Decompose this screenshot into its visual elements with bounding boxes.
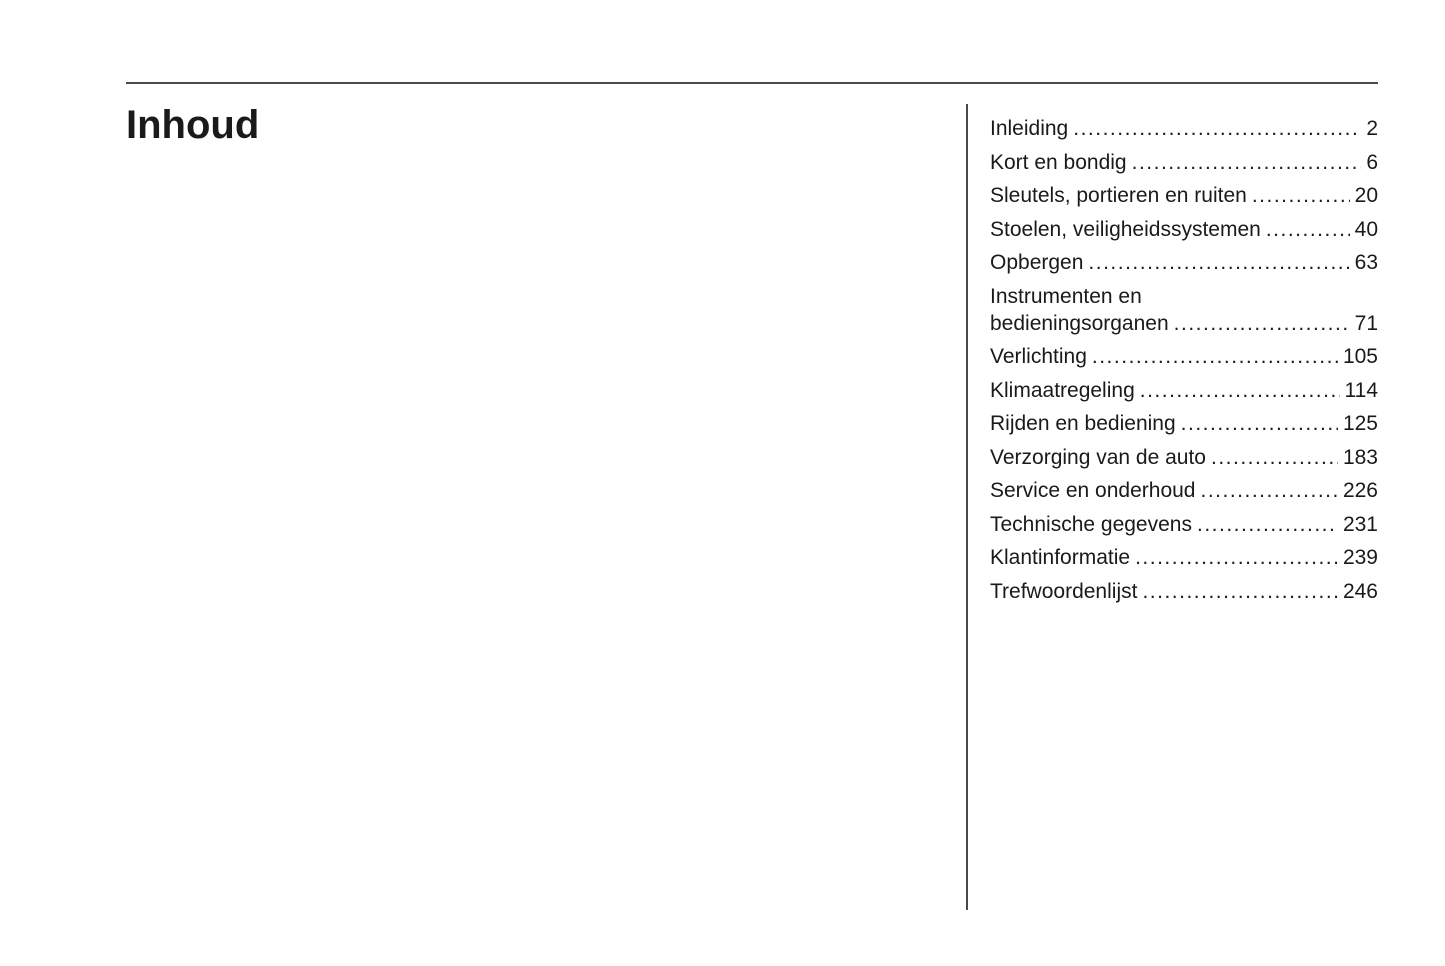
toc-entry-title: bedieningsorganen <box>990 311 1169 335</box>
toc-entry-line <box>990 343 1378 370</box>
toc-leader-dots <box>1073 115 1361 142</box>
toc-entry-line <box>990 511 1378 538</box>
toc-page-number: 226 <box>1342 479 1378 502</box>
toc-entry-title: Kort en bondig <box>990 150 1127 174</box>
toc-page-number: 183 <box>1342 445 1378 469</box>
toc-entry-title: Rijden en bediening <box>990 412 1176 435</box>
toc-entry-line <box>990 544 1378 571</box>
column-divider <box>966 104 968 910</box>
toc-entry-line <box>990 477 1378 504</box>
toc-page-number: 20 <box>1354 184 1378 207</box>
toc-leader-dots <box>1132 149 1362 176</box>
toc-entry-line <box>990 182 1378 209</box>
toc-entry <box>990 477 1378 504</box>
toc-entry <box>990 283 1378 337</box>
toc-entry-line <box>990 578 1378 605</box>
toc-entry-line <box>990 216 1378 243</box>
toc-entry <box>990 343 1378 370</box>
page-title: Inhoud <box>126 103 260 147</box>
toc-leader-dots <box>1252 182 1350 209</box>
toc-page-number: 40 <box>1354 217 1378 241</box>
toc-leader-dots <box>1135 544 1338 571</box>
toc-entry <box>990 511 1378 538</box>
toc-page-number: 231 <box>1342 512 1378 536</box>
toc-entry-line <box>990 410 1378 437</box>
toc-entry <box>990 216 1378 243</box>
toc-page-number: 2 <box>1366 117 1378 140</box>
toc-leader-dots <box>1140 377 1340 404</box>
toc-entry-title: Sleutels, portieren en ruiten <box>990 184 1247 207</box>
toc-list <box>990 115 1378 611</box>
toc-leader-dots <box>1200 477 1337 504</box>
toc-entry-title: Klantinformatie <box>990 546 1131 569</box>
toc-page-number: 105 <box>1342 345 1378 368</box>
toc-entry-title: Trefwoordenlijst <box>990 579 1138 603</box>
toc-entry-title: Technische gegevens <box>990 512 1192 536</box>
toc-entry <box>990 182 1378 209</box>
toc-entry-line <box>990 115 1378 142</box>
toc-entry-title: Verlichting <box>990 345 1087 368</box>
toc-entry-line <box>990 149 1378 176</box>
toc-entry-title: Service en onderhoud <box>990 479 1196 502</box>
toc-page-number: 125 <box>1342 412 1378 435</box>
toc-entry <box>990 249 1378 276</box>
toc-entry-title: Klimaatregeling <box>990 378 1135 402</box>
toc-entry-line <box>990 310 1378 337</box>
toc-leader-dots <box>1174 310 1350 337</box>
toc-entry-title: Stoelen, veiligheidssystemen <box>990 217 1261 241</box>
toc-entry-line <box>990 249 1378 276</box>
toc-entry-line <box>990 444 1378 471</box>
toc-leader-dots <box>1211 444 1338 471</box>
toc-leader-dots <box>1197 511 1338 538</box>
toc-leader-dots <box>1088 249 1349 276</box>
toc-page-number: 239 <box>1342 546 1378 569</box>
toc-page-number: 63 <box>1354 251 1378 274</box>
toc-entry <box>990 578 1378 605</box>
top-divider <box>126 82 1378 84</box>
toc-entry-title: Opbergen <box>990 251 1084 274</box>
toc-leader-dots <box>1181 410 1338 437</box>
toc-entry <box>990 544 1378 571</box>
toc-entry-line <box>990 377 1378 404</box>
toc-leader-dots <box>1092 343 1338 370</box>
toc-leader-dots <box>1142 578 1338 605</box>
toc-entry-title-line1: Instrumenten en <box>990 284 1142 308</box>
toc-entry <box>990 149 1378 176</box>
toc-entry <box>990 115 1378 142</box>
toc-entry-title: Verzorging van de auto <box>990 445 1206 469</box>
toc-page-number: 114 <box>1344 378 1378 402</box>
toc-page-number: 71 <box>1354 311 1378 335</box>
toc-entry <box>990 410 1378 437</box>
toc-entry <box>990 377 1378 404</box>
toc-entry <box>990 444 1378 471</box>
toc-page-number: 246 <box>1342 579 1378 603</box>
toc-leader-dots <box>1266 216 1350 243</box>
toc-page-number: 6 <box>1366 150 1378 174</box>
toc-entry-title: Inleiding <box>990 117 1069 140</box>
